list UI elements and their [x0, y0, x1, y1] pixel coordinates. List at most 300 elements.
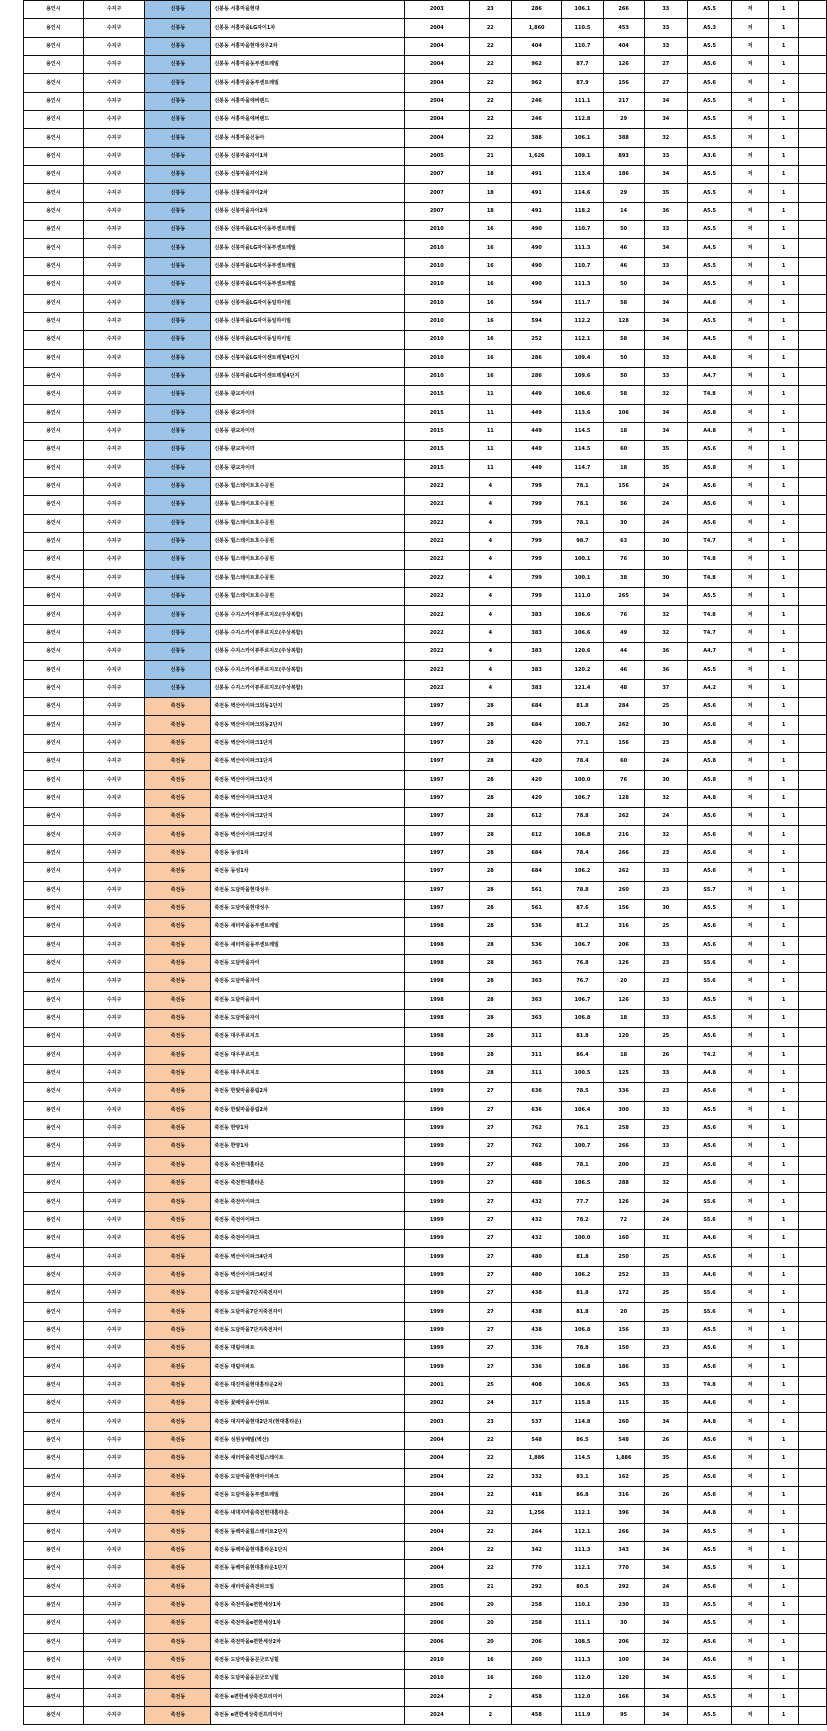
type-cell[interactable]: 저: [732, 1, 769, 19]
age-cell[interactable]: 16: [469, 349, 511, 367]
grade-cell[interactable]: T4.8: [687, 569, 731, 587]
year-cell[interactable]: 2024: [404, 1688, 469, 1706]
dong-cell[interactable]: 신봉동: [145, 184, 211, 202]
district-cell[interactable]: 수지구: [83, 459, 145, 477]
dong-cell[interactable]: 신봉동: [145, 166, 211, 184]
dong-cell[interactable]: 죽전동: [145, 881, 211, 899]
unit-count-cell[interactable]: 20: [603, 973, 644, 991]
dong-cell[interactable]: 죽전동: [145, 716, 211, 734]
grade-cell[interactable]: A4.8: [687, 349, 731, 367]
complex-name-cell[interactable]: 죽전동 죽전현대홈타운: [211, 1156, 405, 1174]
city-cell[interactable]: 용인시: [24, 532, 84, 550]
complex-name-cell[interactable]: 죽전동 벽산아이파크1단지: [211, 753, 405, 771]
households-cell[interactable]: 799: [511, 496, 561, 514]
area-cell[interactable]: 106.6: [562, 624, 603, 642]
complex-name-cell[interactable]: 죽전동 도담마을7단지죽전자이: [211, 1303, 405, 1321]
dong-cell[interactable]: 죽전동: [145, 808, 211, 826]
dong-cell[interactable]: 신봉동: [145, 221, 211, 239]
type-cell[interactable]: 저: [732, 1046, 769, 1064]
city-cell[interactable]: 용인시: [24, 1615, 84, 1633]
district-cell[interactable]: 수지구: [83, 551, 145, 569]
extra-cell[interactable]: [799, 1505, 827, 1523]
area-cell[interactable]: 106.2: [562, 1266, 603, 1284]
unit-count-cell[interactable]: 217: [603, 92, 644, 110]
pyeong-cell[interactable]: 33: [644, 1138, 687, 1156]
extra-cell[interactable]: [799, 129, 827, 147]
count-cell[interactable]: 1: [769, 202, 799, 220]
age-cell[interactable]: 27: [469, 1156, 511, 1174]
district-cell[interactable]: 수지구: [83, 331, 145, 349]
type-cell[interactable]: 저: [732, 532, 769, 550]
pyeong-cell[interactable]: 33: [644, 1101, 687, 1119]
grade-cell[interactable]: A5.5: [687, 92, 731, 110]
year-cell[interactable]: 1999: [404, 1193, 469, 1211]
area-cell[interactable]: 106.8: [562, 1009, 603, 1027]
extra-cell[interactable]: [799, 863, 827, 881]
grade-cell[interactable]: A5.5: [687, 129, 731, 147]
households-cell[interactable]: 420: [511, 753, 561, 771]
extra-cell[interactable]: [799, 1688, 827, 1706]
district-cell[interactable]: 수지구: [83, 826, 145, 844]
households-cell[interactable]: 336: [511, 1358, 561, 1376]
count-cell[interactable]: 1: [769, 1119, 799, 1137]
type-cell[interactable]: 저: [732, 1211, 769, 1229]
count-cell[interactable]: 1: [769, 954, 799, 972]
age-cell[interactable]: 28: [469, 698, 511, 716]
dong-cell[interactable]: 신봉동: [145, 441, 211, 459]
pyeong-cell[interactable]: 34: [644, 588, 687, 606]
type-cell[interactable]: 저: [732, 184, 769, 202]
area-cell[interactable]: 114.5: [562, 422, 603, 440]
households-cell[interactable]: 799: [511, 477, 561, 495]
age-cell[interactable]: 27: [469, 1266, 511, 1284]
district-cell[interactable]: 수지구: [83, 37, 145, 55]
type-cell[interactable]: 저: [732, 1523, 769, 1541]
type-cell[interactable]: 저: [732, 56, 769, 74]
age-cell[interactable]: 28: [469, 954, 511, 972]
grade-cell[interactable]: A4.2: [687, 679, 731, 697]
type-cell[interactable]: 저: [732, 679, 769, 697]
count-cell[interactable]: 1: [769, 111, 799, 129]
age-cell[interactable]: 22: [469, 1505, 511, 1523]
grade-cell[interactable]: A5.6: [687, 1651, 731, 1669]
grade-cell[interactable]: A5.6: [687, 1486, 731, 1504]
dong-cell[interactable]: 죽전동: [145, 1156, 211, 1174]
complex-name-cell[interactable]: 죽전동 죽전아이파크: [211, 1211, 405, 1229]
type-cell[interactable]: 저: [732, 166, 769, 184]
type-cell[interactable]: 저: [732, 1395, 769, 1413]
area-cell[interactable]: 108.5: [562, 1633, 603, 1651]
count-cell[interactable]: 1: [769, 844, 799, 862]
extra-cell[interactable]: [799, 1009, 827, 1027]
area-cell[interactable]: 113.4: [562, 166, 603, 184]
complex-name-cell[interactable]: 죽전동 벽산아이파크외동1단지: [211, 698, 405, 716]
type-cell[interactable]: 저: [732, 202, 769, 220]
type-cell[interactable]: 저: [732, 863, 769, 881]
households-cell[interactable]: 449: [511, 422, 561, 440]
type-cell[interactable]: 저: [732, 936, 769, 954]
year-cell[interactable]: 1998: [404, 954, 469, 972]
city-cell[interactable]: 용인시: [24, 202, 84, 220]
unit-count-cell[interactable]: 126: [603, 954, 644, 972]
count-cell[interactable]: 1: [769, 1706, 799, 1724]
count-cell[interactable]: 1: [769, 753, 799, 771]
area-cell[interactable]: 106.1: [562, 1, 603, 19]
pyeong-cell[interactable]: 33: [644, 19, 687, 37]
grade-cell[interactable]: A5.6: [687, 514, 731, 532]
pyeong-cell[interactable]: 34: [644, 1560, 687, 1578]
type-cell[interactable]: 저: [732, 1486, 769, 1504]
year-cell[interactable]: 1999: [404, 1211, 469, 1229]
unit-count-cell[interactable]: 38: [603, 569, 644, 587]
dong-cell[interactable]: 신봉동: [145, 514, 211, 532]
count-cell[interactable]: 1: [769, 771, 799, 789]
year-cell[interactable]: 2003: [404, 1413, 469, 1431]
complex-name-cell[interactable]: 신봉동 서홍마을LG자이1차: [211, 19, 405, 37]
pyeong-cell[interactable]: 34: [644, 239, 687, 257]
district-cell[interactable]: 수지구: [83, 1046, 145, 1064]
type-cell[interactable]: 저: [732, 789, 769, 807]
extra-cell[interactable]: [799, 569, 827, 587]
area-cell[interactable]: 106.5: [562, 1175, 603, 1193]
type-cell[interactable]: 저: [732, 1670, 769, 1688]
grade-cell[interactable]: A5.6: [687, 716, 731, 734]
extra-cell[interactable]: [799, 551, 827, 569]
extra-cell[interactable]: [799, 312, 827, 330]
age-cell[interactable]: 27: [469, 1248, 511, 1266]
type-cell[interactable]: 저: [732, 1028, 769, 1046]
extra-cell[interactable]: [799, 1486, 827, 1504]
count-cell[interactable]: 1: [769, 331, 799, 349]
households-cell[interactable]: 286: [511, 349, 561, 367]
count-cell[interactable]: 1: [769, 1633, 799, 1651]
count-cell[interactable]: 1: [769, 973, 799, 991]
pyeong-cell[interactable]: 30: [644, 551, 687, 569]
grade-cell[interactable]: A5.5: [687, 1688, 731, 1706]
area-cell[interactable]: 106.4: [562, 1101, 603, 1119]
pyeong-cell[interactable]: 23: [644, 881, 687, 899]
year-cell[interactable]: 2022: [404, 551, 469, 569]
city-cell[interactable]: 용인시: [24, 881, 84, 899]
type-cell[interactable]: 저: [732, 716, 769, 734]
city-cell[interactable]: 용인시: [24, 1, 84, 19]
type-cell[interactable]: 저: [732, 1248, 769, 1266]
age-cell[interactable]: 28: [469, 973, 511, 991]
year-cell[interactable]: 2006: [404, 1633, 469, 1651]
pyeong-cell[interactable]: 23: [644, 973, 687, 991]
district-cell[interactable]: 수지구: [83, 1541, 145, 1559]
complex-name-cell[interactable]: 신봉동 수지스카이뷰푸르지오(주상복합): [211, 661, 405, 679]
district-cell[interactable]: 수지구: [83, 1468, 145, 1486]
year-cell[interactable]: 2010: [404, 257, 469, 275]
pyeong-cell[interactable]: 34: [644, 312, 687, 330]
district-cell[interactable]: 수지구: [83, 1358, 145, 1376]
city-cell[interactable]: 용인시: [24, 1230, 84, 1248]
unit-count-cell[interactable]: 76: [603, 771, 644, 789]
type-cell[interactable]: 저: [732, 1083, 769, 1101]
age-cell[interactable]: 28: [469, 716, 511, 734]
grade-cell[interactable]: A5.5: [687, 1321, 731, 1339]
city-cell[interactable]: 용인시: [24, 734, 84, 752]
count-cell[interactable]: 1: [769, 56, 799, 74]
pyeong-cell[interactable]: 34: [644, 331, 687, 349]
type-cell[interactable]: 저: [732, 1541, 769, 1559]
count-cell[interactable]: 1: [769, 1523, 799, 1541]
pyeong-cell[interactable]: 23: [644, 1340, 687, 1358]
year-cell[interactable]: 1999: [404, 1248, 469, 1266]
pyeong-cell[interactable]: 26: [644, 1046, 687, 1064]
extra-cell[interactable]: [799, 1670, 827, 1688]
unit-count-cell[interactable]: 266: [603, 1138, 644, 1156]
grade-cell[interactable]: S5.6: [687, 973, 731, 991]
area-cell[interactable]: 121.4: [562, 679, 603, 697]
households-cell[interactable]: 491: [511, 202, 561, 220]
complex-name-cell[interactable]: 신봉동 힐스테이트호수공원: [211, 588, 405, 606]
area-cell[interactable]: 115.8: [562, 1395, 603, 1413]
complex-name-cell[interactable]: 신봉동 서홍마을동부센트레빌: [211, 74, 405, 92]
district-cell[interactable]: 수지구: [83, 1028, 145, 1046]
unit-count-cell[interactable]: 166: [603, 1688, 644, 1706]
area-cell[interactable]: 120.6: [562, 643, 603, 661]
extra-cell[interactable]: [799, 1468, 827, 1486]
dong-cell[interactable]: 신봉동: [145, 661, 211, 679]
unit-count-cell[interactable]: 20: [603, 1303, 644, 1321]
grade-cell[interactable]: A5.6: [687, 808, 731, 826]
unit-count-cell[interactable]: 58: [603, 331, 644, 349]
grade-cell[interactable]: A5.5: [687, 1, 731, 19]
count-cell[interactable]: 1: [769, 1486, 799, 1504]
district-cell[interactable]: 수지구: [83, 973, 145, 991]
age-cell[interactable]: 16: [469, 331, 511, 349]
age-cell[interactable]: 27: [469, 1101, 511, 1119]
unit-count-cell[interactable]: 336: [603, 1083, 644, 1101]
grade-cell[interactable]: A5.5: [687, 202, 731, 220]
city-cell[interactable]: 용인시: [24, 1138, 84, 1156]
city-cell[interactable]: 용인시: [24, 1413, 84, 1431]
grade-cell[interactable]: A5.8: [687, 459, 731, 477]
count-cell[interactable]: 1: [769, 1285, 799, 1303]
pyeong-cell[interactable]: 33: [644, 349, 687, 367]
type-cell[interactable]: 저: [732, 147, 769, 165]
city-cell[interactable]: 용인시: [24, 1303, 84, 1321]
year-cell[interactable]: 1999: [404, 1175, 469, 1193]
unit-count-cell[interactable]: 288: [603, 1175, 644, 1193]
district-cell[interactable]: 수지구: [83, 312, 145, 330]
pyeong-cell[interactable]: 33: [644, 257, 687, 275]
grade-cell[interactable]: A5.3: [687, 19, 731, 37]
unit-count-cell[interactable]: 162: [603, 1468, 644, 1486]
age-cell[interactable]: 2: [469, 1706, 511, 1724]
households-cell[interactable]: 594: [511, 312, 561, 330]
unit-count-cell[interactable]: 46: [603, 661, 644, 679]
city-cell[interactable]: 용인시: [24, 74, 84, 92]
age-cell[interactable]: 27: [469, 1285, 511, 1303]
type-cell[interactable]: 저: [732, 899, 769, 917]
complex-name-cell[interactable]: 죽전동 대진마을현대홈타운2차: [211, 1376, 405, 1394]
district-cell[interactable]: 수지구: [83, 918, 145, 936]
age-cell[interactable]: 22: [469, 1468, 511, 1486]
year-cell[interactable]: 1998: [404, 991, 469, 1009]
age-cell[interactable]: 20: [469, 1596, 511, 1614]
grade-cell[interactable]: T4.7: [687, 532, 731, 550]
complex-name-cell[interactable]: 죽전동 죽전아이파크: [211, 1230, 405, 1248]
dong-cell[interactable]: 신봉동: [145, 147, 211, 165]
grade-cell[interactable]: A5.5: [687, 661, 731, 679]
area-cell[interactable]: 111.7: [562, 294, 603, 312]
year-cell[interactable]: 1997: [404, 899, 469, 917]
extra-cell[interactable]: [799, 1431, 827, 1449]
grade-cell[interactable]: A5.6: [687, 698, 731, 716]
pyeong-cell[interactable]: 24: [644, 808, 687, 826]
age-cell[interactable]: 4: [469, 588, 511, 606]
district-cell[interactable]: 수지구: [83, 257, 145, 275]
households-cell[interactable]: 490: [511, 276, 561, 294]
district-cell[interactable]: 수지구: [83, 1560, 145, 1578]
area-cell[interactable]: 78.1: [562, 496, 603, 514]
area-cell[interactable]: 100.1: [562, 551, 603, 569]
count-cell[interactable]: 1: [769, 826, 799, 844]
complex-name-cell[interactable]: 죽전동 도담마을현대성우: [211, 881, 405, 899]
count-cell[interactable]: 1: [769, 92, 799, 110]
city-cell[interactable]: 용인시: [24, 1560, 84, 1578]
age-cell[interactable]: 28: [469, 863, 511, 881]
city-cell[interactable]: 용인시: [24, 771, 84, 789]
extra-cell[interactable]: [799, 92, 827, 110]
type-cell[interactable]: 저: [732, 771, 769, 789]
unit-count-cell[interactable]: 30: [603, 1615, 644, 1633]
grade-cell[interactable]: A5.5: [687, 1596, 731, 1614]
year-cell[interactable]: 1997: [404, 734, 469, 752]
extra-cell[interactable]: [799, 1413, 827, 1431]
count-cell[interactable]: 1: [769, 1046, 799, 1064]
unit-count-cell[interactable]: 95: [603, 1706, 644, 1724]
count-cell[interactable]: 1: [769, 257, 799, 275]
age-cell[interactable]: 27: [469, 1138, 511, 1156]
grade-cell[interactable]: T4.7: [687, 624, 731, 642]
unit-count-cell[interactable]: 60: [603, 441, 644, 459]
count-cell[interactable]: 1: [769, 1651, 799, 1669]
city-cell[interactable]: 용인시: [24, 1009, 84, 1027]
year-cell[interactable]: 1999: [404, 1285, 469, 1303]
households-cell[interactable]: 332: [511, 1468, 561, 1486]
age-cell[interactable]: 28: [469, 1009, 511, 1027]
age-cell[interactable]: 27: [469, 1340, 511, 1358]
area-cell[interactable]: 78.8: [562, 881, 603, 899]
area-cell[interactable]: 109.6: [562, 367, 603, 385]
dong-cell[interactable]: 죽전동: [145, 1119, 211, 1137]
area-cell[interactable]: 113.6: [562, 404, 603, 422]
unit-count-cell[interactable]: 262: [603, 716, 644, 734]
year-cell[interactable]: 2022: [404, 496, 469, 514]
unit-count-cell[interactable]: 50: [603, 349, 644, 367]
dong-cell[interactable]: 신봉동: [145, 56, 211, 74]
households-cell[interactable]: 636: [511, 1083, 561, 1101]
type-cell[interactable]: 저: [732, 734, 769, 752]
complex-name-cell[interactable]: 죽전동 죽전마을e편한세상1차: [211, 1615, 405, 1633]
dong-cell[interactable]: 죽전동: [145, 1230, 211, 1248]
count-cell[interactable]: 1: [769, 1175, 799, 1193]
extra-cell[interactable]: [799, 514, 827, 532]
type-cell[interactable]: 저: [732, 514, 769, 532]
city-cell[interactable]: 용인시: [24, 257, 84, 275]
pyeong-cell[interactable]: 32: [644, 129, 687, 147]
grade-cell[interactable]: T4.8: [687, 551, 731, 569]
city-cell[interactable]: 용인시: [24, 129, 84, 147]
extra-cell[interactable]: [799, 1266, 827, 1284]
year-cell[interactable]: 1997: [404, 844, 469, 862]
count-cell[interactable]: 1: [769, 1138, 799, 1156]
complex-name-cell[interactable]: 죽전동 대우푸르지오: [211, 1064, 405, 1082]
area-cell[interactable]: 78.8: [562, 1340, 603, 1358]
age-cell[interactable]: 4: [469, 606, 511, 624]
count-cell[interactable]: 1: [769, 349, 799, 367]
complex-name-cell[interactable]: 신봉동 힐스테이트호수공원: [211, 514, 405, 532]
pyeong-cell[interactable]: 24: [644, 1193, 687, 1211]
unit-count-cell[interactable]: 44: [603, 643, 644, 661]
complex-name-cell[interactable]: 신봉동 신봉마을자이2차: [211, 166, 405, 184]
households-cell[interactable]: 246: [511, 92, 561, 110]
pyeong-cell[interactable]: 34: [644, 111, 687, 129]
count-cell[interactable]: 1: [769, 1413, 799, 1431]
year-cell[interactable]: 2010: [404, 331, 469, 349]
pyeong-cell[interactable]: 26: [644, 1486, 687, 1504]
extra-cell[interactable]: [799, 1615, 827, 1633]
area-cell[interactable]: 87.9: [562, 74, 603, 92]
extra-cell[interactable]: [799, 1083, 827, 1101]
type-cell[interactable]: 저: [732, 349, 769, 367]
extra-cell[interactable]: [799, 1706, 827, 1724]
complex-name-cell[interactable]: 신봉동 서홍마을신동아: [211, 129, 405, 147]
dong-cell[interactable]: 신봉동: [145, 679, 211, 697]
year-cell[interactable]: 2007: [404, 184, 469, 202]
year-cell[interactable]: 2010: [404, 367, 469, 385]
area-cell[interactable]: 110.1: [562, 1596, 603, 1614]
age-cell[interactable]: 2: [469, 1688, 511, 1706]
area-cell[interactable]: 111.3: [562, 1541, 603, 1559]
district-cell[interactable]: 수지구: [83, 1706, 145, 1724]
year-cell[interactable]: 1997: [404, 826, 469, 844]
area-cell[interactable]: 83.1: [562, 1468, 603, 1486]
households-cell[interactable]: 383: [511, 679, 561, 697]
district-cell[interactable]: 수지구: [83, 881, 145, 899]
pyeong-cell[interactable]: 30: [644, 771, 687, 789]
type-cell[interactable]: 저: [732, 1156, 769, 1174]
count-cell[interactable]: 1: [769, 789, 799, 807]
complex-name-cell[interactable]: 죽전동 도담마을자이: [211, 954, 405, 972]
extra-cell[interactable]: [799, 1358, 827, 1376]
complex-name-cell[interactable]: 신봉동 신봉마을LG자이동일하이빌: [211, 312, 405, 330]
district-cell[interactable]: 수지구: [83, 441, 145, 459]
year-cell[interactable]: 2003: [404, 1, 469, 19]
city-cell[interactable]: 용인시: [24, 166, 84, 184]
grade-cell[interactable]: A4.7: [687, 643, 731, 661]
area-cell[interactable]: 76.7: [562, 973, 603, 991]
grade-cell[interactable]: S5.6: [687, 954, 731, 972]
pyeong-cell[interactable]: 24: [644, 496, 687, 514]
complex-name-cell[interactable]: 신봉동 수지스카이뷰푸르지오(주상복합): [211, 679, 405, 697]
complex-name-cell[interactable]: 죽전동 죽전마을e편한세상2차: [211, 1633, 405, 1651]
district-cell[interactable]: 수지구: [83, 808, 145, 826]
type-cell[interactable]: 저: [732, 624, 769, 642]
dong-cell[interactable]: 죽전동: [145, 1285, 211, 1303]
dong-cell[interactable]: 죽전동: [145, 1321, 211, 1339]
age-cell[interactable]: 22: [469, 1541, 511, 1559]
pyeong-cell[interactable]: 35: [644, 1450, 687, 1468]
extra-cell[interactable]: [799, 698, 827, 716]
grade-cell[interactable]: A4.8: [687, 789, 731, 807]
city-cell[interactable]: 용인시: [24, 1119, 84, 1137]
age-cell[interactable]: 27: [469, 1119, 511, 1137]
